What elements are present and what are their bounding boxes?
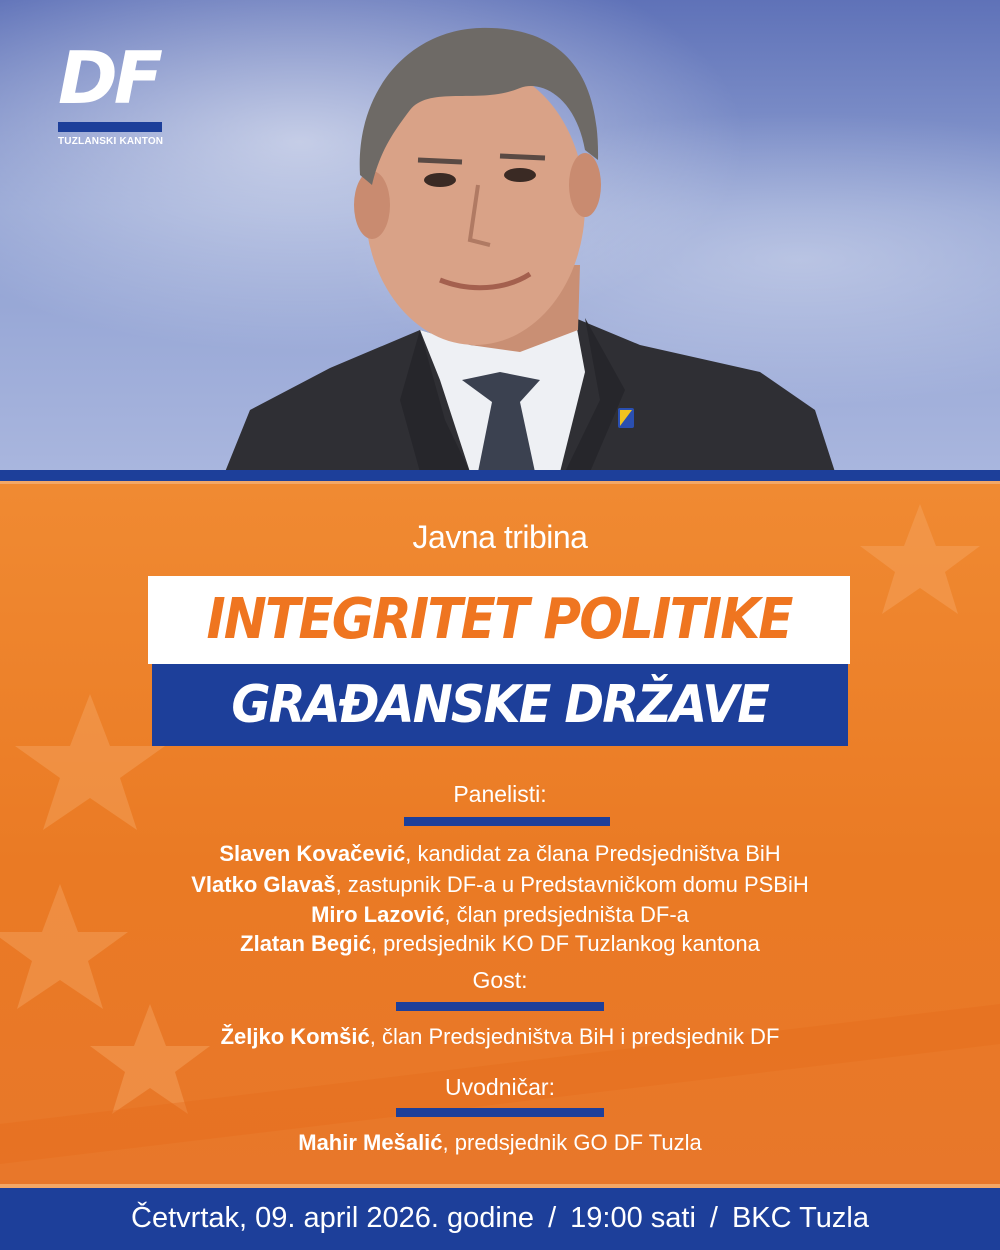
panelist-role: , kandidat za člana Predsjedništva BiH [405,841,781,866]
df-logo-mark: DF [58,36,159,120]
event-date: Četvrtak, 09. april 2026. godine [131,1202,535,1234]
panelist-line [0,872,1000,898]
panelists-underline [404,817,610,826]
intro-line [0,1130,1000,1156]
panelist-name: Slaven Kovačević [219,841,406,866]
event-title-line2 [152,664,848,746]
event-kicker: Javna tribina [412,519,588,555]
intro-name: Mahir Mešalić [298,1130,443,1155]
intro-underline [396,1108,604,1117]
top-divider [0,470,1000,484]
panelist-role: , predsjednik KO DF Tuzlankog kantona [370,931,760,956]
df-logo-bar [58,122,162,132]
guest-label: Gost: [472,967,528,993]
event-title-line1 [148,576,850,664]
df-logo [58,36,168,147]
intro-role: , predsjednik GO DF Tuzla [442,1130,702,1155]
panelists-label: Panelisti: [453,781,547,807]
guest-role: , član Predsjedništva BiH i predsjednik DF [369,1024,780,1049]
footer-separator: / [709,1202,718,1234]
event-venue: BKC Tuzla [731,1202,869,1234]
panelist-name: Miro Lazović [311,902,445,927]
intro-label: Uvodničar: [445,1074,555,1100]
header-photo [0,0,1000,472]
panelist-role: , član predsjedništa DF-a [444,902,689,927]
panelist-name: Vlatko Glavaš [191,872,336,897]
panelist-role: , zastupnik DF-a u Predstavničkom domu PSBiH [335,872,809,897]
df-logo-subtitle: TUZLANSKI KANTON [58,136,164,147]
event-title-line2-text: GRAĐANSKE DRŽAVE [231,675,769,735]
guest-line [0,1024,1000,1050]
panelist-name: Zlatan Begić [240,931,371,956]
event-time: 19:00 sati [570,1202,696,1234]
guest-underline [396,1002,604,1011]
footer-separator: / [548,1202,557,1234]
guest-name: Željko Komšić [220,1024,370,1049]
panelist-line [0,931,1000,957]
panelist-line [0,841,1000,867]
panelist-line [0,902,1000,928]
event-title-line1-text: INTEGRITET POLITIKE [206,587,792,652]
event-details [0,484,1000,1184]
event-footer [0,1184,1000,1250]
